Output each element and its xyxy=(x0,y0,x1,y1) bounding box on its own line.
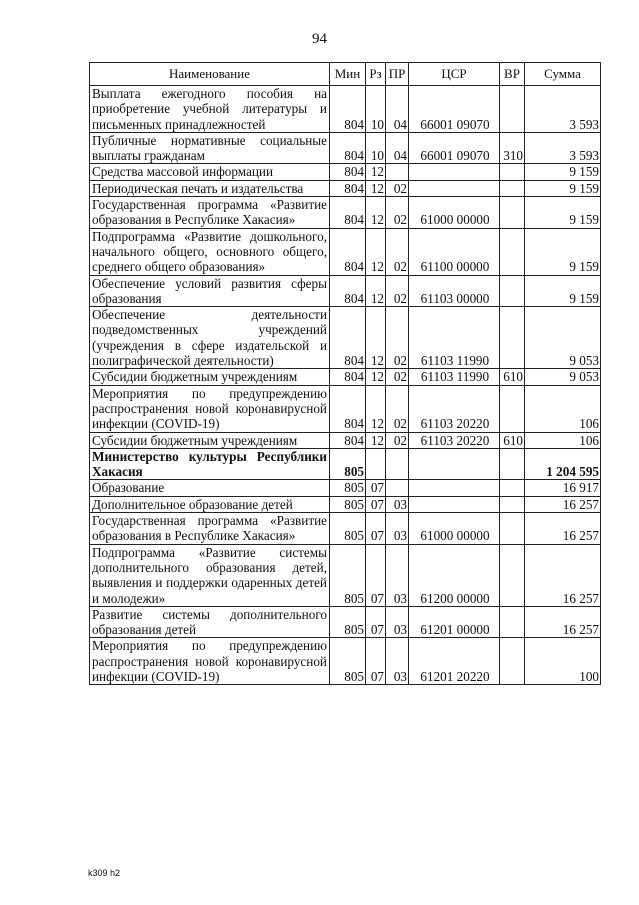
cell-csr: 61103 11990 xyxy=(409,369,500,385)
cell-rz: 12 xyxy=(366,164,386,180)
budget-table xyxy=(89,62,601,685)
cell-vr xyxy=(500,180,525,196)
cell-vr xyxy=(500,86,525,133)
cell-min: 804 xyxy=(330,164,366,180)
table-row xyxy=(90,544,601,606)
cell-sum: 16 257 xyxy=(525,496,601,512)
header-sum: Сумма xyxy=(525,63,601,86)
cell-sum: 16 257 xyxy=(525,513,601,545)
cell-pr: 02 xyxy=(386,369,409,385)
table-row xyxy=(90,180,601,196)
cell-sum: 9 053 xyxy=(525,307,601,369)
cell-min: 805 xyxy=(330,480,366,496)
cell-rz: 07 xyxy=(366,638,386,685)
cell-rz: 12 xyxy=(366,432,386,448)
cell-name: Средства массовой информации xyxy=(90,164,330,180)
cell-csr xyxy=(409,480,500,496)
cell-vr xyxy=(500,228,525,275)
cell-vr xyxy=(500,197,525,229)
cell-rz: 12 xyxy=(366,180,386,196)
table-row xyxy=(90,432,601,448)
header-csr: ЦСР xyxy=(409,63,500,86)
cell-name: Субсидии бюджетным учреждениям xyxy=(90,369,330,385)
cell-min: 804 xyxy=(330,385,366,432)
cell-sum: 16 257 xyxy=(525,606,601,638)
cell-sum: 3 593 xyxy=(525,86,601,133)
cell-vr: 610 xyxy=(500,432,525,448)
cell-vr xyxy=(500,164,525,180)
cell-sum: 9 159 xyxy=(525,164,601,180)
cell-min: 804 xyxy=(330,432,366,448)
cell-min: 805 xyxy=(330,496,366,512)
cell-name: Субсидии бюджетным учреждениям xyxy=(90,432,330,448)
cell-name: Обеспечение условий развития сферы образования xyxy=(90,275,330,307)
cell-csr xyxy=(409,496,500,512)
page-number: 94 xyxy=(312,31,327,47)
cell-vr xyxy=(500,544,525,606)
cell-name: Периодическая печать и издательства xyxy=(90,180,330,196)
cell-csr: 61201 20220 xyxy=(409,638,500,685)
table-row xyxy=(90,86,601,133)
table-row xyxy=(90,606,601,638)
cell-csr: 66001 09070 xyxy=(409,132,500,164)
table-row xyxy=(90,448,601,480)
cell-sum: 100 xyxy=(525,638,601,685)
cell-min: 804 xyxy=(330,86,366,133)
cell-vr xyxy=(500,606,525,638)
cell-pr: 03 xyxy=(386,513,409,545)
cell-vr xyxy=(500,496,525,512)
cell-pr: 03 xyxy=(386,638,409,685)
cell-min: 805 xyxy=(330,448,366,480)
table-row xyxy=(90,164,601,180)
cell-min: 805 xyxy=(330,638,366,685)
table-row xyxy=(90,385,601,432)
cell-min: 804 xyxy=(330,228,366,275)
cell-pr: 02 xyxy=(386,307,409,369)
cell-min: 805 xyxy=(330,544,366,606)
cell-csr: 61100 00000 xyxy=(409,228,500,275)
cell-pr: 02 xyxy=(386,275,409,307)
cell-vr xyxy=(500,513,525,545)
cell-min: 804 xyxy=(330,307,366,369)
cell-rz: 07 xyxy=(366,606,386,638)
cell-min: 804 xyxy=(330,180,366,196)
cell-rz: 07 xyxy=(366,544,386,606)
cell-rz xyxy=(366,448,386,480)
cell-sum: 9 053 xyxy=(525,369,601,385)
cell-name: Государственная программа «Развитие образования в Республике Хакасия» xyxy=(90,197,330,229)
cell-pr xyxy=(386,448,409,480)
table-row xyxy=(90,513,601,545)
cell-pr: 03 xyxy=(386,496,409,512)
table-row xyxy=(90,275,601,307)
cell-sum: 3 593 xyxy=(525,132,601,164)
footer-code: k309 h2 xyxy=(88,868,121,878)
cell-min: 805 xyxy=(330,606,366,638)
cell-name: Подпрограмма «Развитие системы дополнительного образования детей, выявления и поддержки одаренных детей и молодежи» xyxy=(90,544,330,606)
cell-csr: 61103 20220 xyxy=(409,432,500,448)
cell-vr xyxy=(500,638,525,685)
cell-vr xyxy=(500,307,525,369)
cell-csr: 61000 00000 xyxy=(409,513,500,545)
cell-sum: 1 204 595 xyxy=(525,448,601,480)
cell-rz: 10 xyxy=(366,86,386,133)
cell-vr xyxy=(500,480,525,496)
cell-pr: 04 xyxy=(386,132,409,164)
cell-sum: 106 xyxy=(525,385,601,432)
cell-vr: 610 xyxy=(500,369,525,385)
cell-csr: 61103 20220 xyxy=(409,385,500,432)
cell-name: Публичные нормативные социальные выплаты гражданам xyxy=(90,132,330,164)
header-vr: ВР xyxy=(500,63,525,86)
cell-rz: 10 xyxy=(366,132,386,164)
cell-sum: 16 917 xyxy=(525,480,601,496)
cell-sum: 9 159 xyxy=(525,275,601,307)
cell-min: 804 xyxy=(330,275,366,307)
table-row xyxy=(90,307,601,369)
cell-csr: 66001 09070 xyxy=(409,86,500,133)
table-row xyxy=(90,480,601,496)
cell-pr: 03 xyxy=(386,544,409,606)
cell-sum: 16 257 xyxy=(525,544,601,606)
cell-name: Мероприятия по предупреждению распространения новой коронавирусной инфекции (COVID-19) xyxy=(90,638,330,685)
table-body xyxy=(90,86,601,685)
cell-rz: 12 xyxy=(366,369,386,385)
cell-csr: 61103 11990 xyxy=(409,307,500,369)
table-row xyxy=(90,496,601,512)
cell-rz: 12 xyxy=(366,197,386,229)
cell-pr: 02 xyxy=(386,197,409,229)
cell-name: Министерство культуры Республики Хакасия xyxy=(90,448,330,480)
cell-min: 804 xyxy=(330,132,366,164)
cell-pr: 03 xyxy=(386,606,409,638)
cell-name: Обеспечение деятельности подведомственных учреждений (учреждения в сфере издательской и полиграфической деятельности) xyxy=(90,307,330,369)
cell-pr: 04 xyxy=(386,86,409,133)
cell-vr xyxy=(500,448,525,480)
cell-vr xyxy=(500,275,525,307)
cell-sum: 9 159 xyxy=(525,197,601,229)
cell-rz: 07 xyxy=(366,480,386,496)
table-row xyxy=(90,369,601,385)
cell-name: Развитие системы дополнительного образования детей xyxy=(90,606,330,638)
cell-min: 804 xyxy=(330,197,366,229)
cell-pr: 02 xyxy=(386,385,409,432)
cell-min: 805 xyxy=(330,513,366,545)
cell-rz: 07 xyxy=(366,513,386,545)
table-row xyxy=(90,228,601,275)
cell-csr: 61200 00000 xyxy=(409,544,500,606)
cell-pr xyxy=(386,164,409,180)
cell-name: Образование xyxy=(90,480,330,496)
cell-sum: 106 xyxy=(525,432,601,448)
cell-sum: 9 159 xyxy=(525,228,601,275)
header-name: Наименование xyxy=(90,63,330,86)
table-row xyxy=(90,197,601,229)
cell-csr: 61201 00000 xyxy=(409,606,500,638)
cell-vr xyxy=(500,385,525,432)
cell-name: Государственная программа «Развитие образования в Республике Хакасия» xyxy=(90,513,330,545)
header-min: Мин xyxy=(330,63,366,86)
cell-csr xyxy=(409,164,500,180)
cell-name: Подпрограмма «Развитие дошкольного, начального общего, основного общего, среднего общего образования» xyxy=(90,228,330,275)
cell-sum: 9 159 xyxy=(525,180,601,196)
cell-vr: 310 xyxy=(500,132,525,164)
cell-rz: 12 xyxy=(366,385,386,432)
cell-csr xyxy=(409,448,500,480)
header-rz: Рз xyxy=(366,63,386,86)
table-row xyxy=(90,132,601,164)
cell-rz: 12 xyxy=(366,307,386,369)
cell-name: Выплата ежегодного пособия на приобретение учебной литературы и письменных принадлежностей xyxy=(90,86,330,133)
cell-pr xyxy=(386,480,409,496)
cell-pr: 02 xyxy=(386,432,409,448)
cell-pr: 02 xyxy=(386,180,409,196)
header-pr: ПР xyxy=(386,63,409,86)
table-row xyxy=(90,638,601,685)
cell-csr: 61000 00000 xyxy=(409,197,500,229)
cell-pr: 02 xyxy=(386,228,409,275)
table-header-row xyxy=(90,63,601,86)
cell-rz: 07 xyxy=(366,496,386,512)
cell-csr xyxy=(409,180,500,196)
cell-rz: 12 xyxy=(366,228,386,275)
cell-name: Мероприятия по предупреждению распространения новой коронавирусной инфекции (COVID-19) xyxy=(90,385,330,432)
cell-min: 804 xyxy=(330,369,366,385)
cell-csr: 61103 00000 xyxy=(409,275,500,307)
cell-name: Дополнительное образование детей xyxy=(90,496,330,512)
cell-rz: 12 xyxy=(366,275,386,307)
